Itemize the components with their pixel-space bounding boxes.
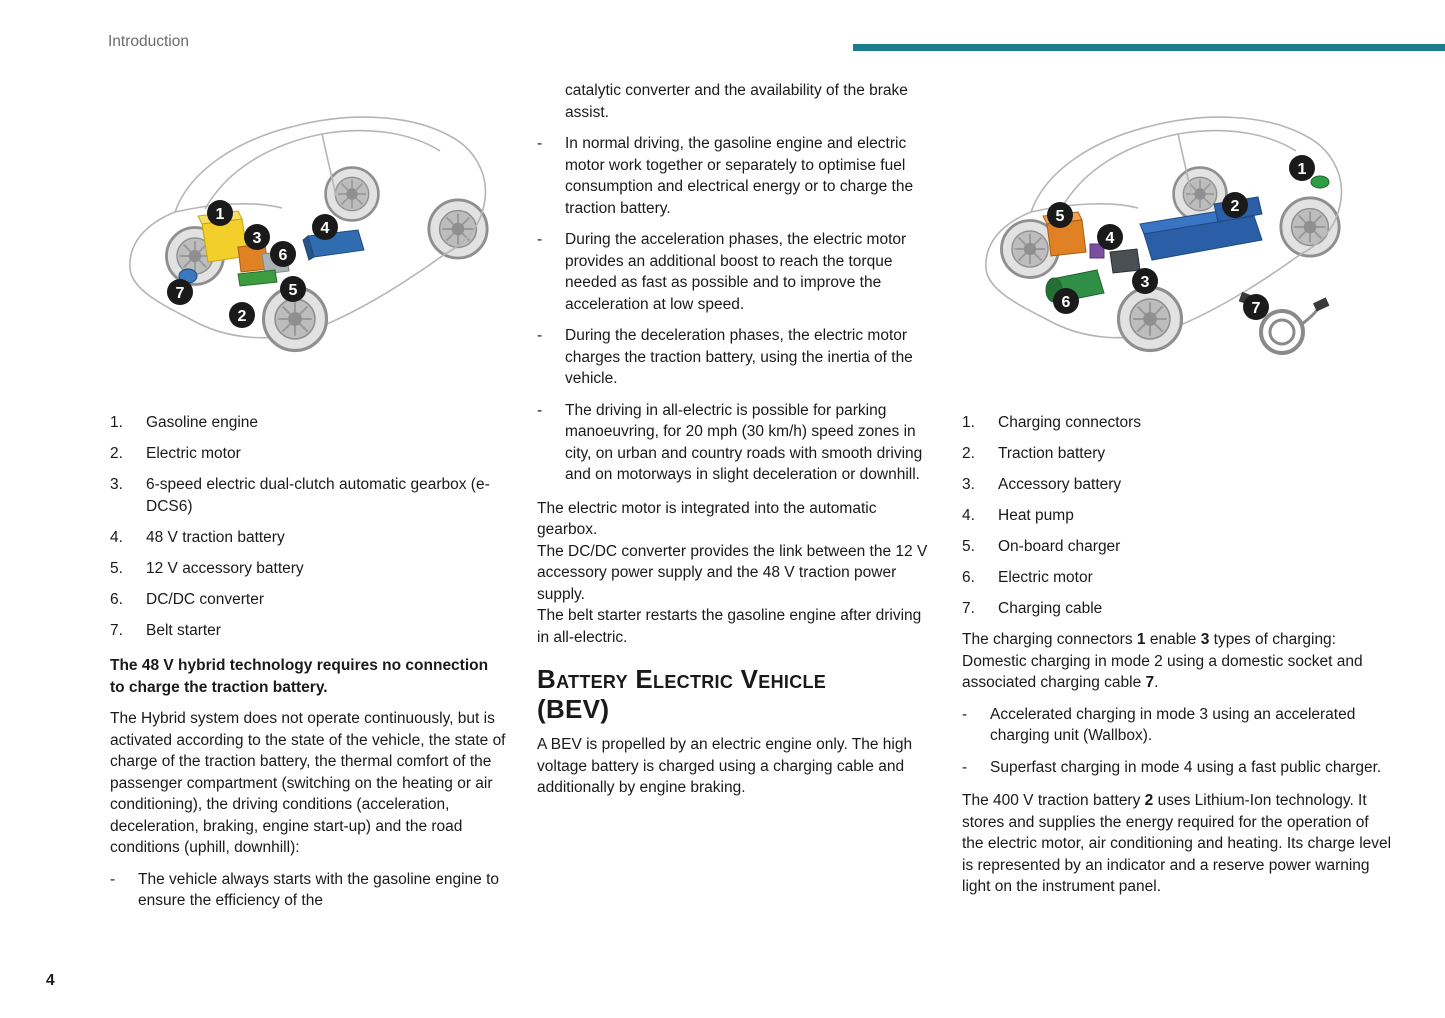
wheel-icon (429, 200, 487, 258)
charging-intro-text: enable (1145, 631, 1201, 648)
bev-section-heading (537, 664, 935, 724)
bullet-dash: - (537, 401, 543, 419)
callout-1-badge (207, 200, 233, 226)
list-item (110, 412, 506, 434)
callout-5-number: 5 (288, 282, 298, 299)
bullet-text: Superfast charging in mode 4 using a fast public charger. (990, 758, 1382, 776)
list-item (110, 527, 506, 549)
bullet-item (537, 400, 935, 486)
callout-3-badge (1132, 268, 1158, 294)
callout-1-number: 1 (215, 206, 225, 223)
bullet-text: The driving in all-electric is possible for parking manoeuvring, for 20 mph (30 km/h) speed zones in city, on urban and country roads with smooth driving and on motorways in slight deceleration or downhill. (565, 401, 923, 483)
traction-battery-text: The 400 V traction battery (962, 792, 1145, 809)
bev-car-illustration (962, 84, 1394, 404)
wheel-icon (1119, 288, 1182, 351)
callout-2-badge (229, 302, 255, 328)
charging-connector-port (1311, 176, 1329, 188)
callout-7-badge (1243, 294, 1269, 320)
list-item-number: 7. (962, 600, 975, 617)
accent-bar (853, 44, 1445, 51)
callout-7-badge (167, 279, 193, 305)
bev-description: A BEV is propelled by an electric engine only. The high voltage battery is charged using a charging cable and additionally by engine braking. (537, 736, 913, 796)
list-item (962, 474, 1394, 496)
bullet-dash: - (962, 705, 968, 723)
hybrid-description: The Hybrid system does not operate continuously, but is activated according to the state of the vehicle, the state of charge of the traction battery, the thermal comfort of the passenger compartment (switching on the heating or air conditioning), the driving conditions (acceleration, deceleration, braking, engine start-up) and the road conditions (uphill, downhill): (110, 710, 506, 856)
domestic-charging-text: Domestic charging in mode 2 using a domestic socket and associated charging cable (962, 652, 1363, 691)
callout-3-badge (244, 224, 270, 250)
list-item-number: 6. (962, 569, 975, 586)
list-item (962, 598, 1394, 620)
callout-1-number: 1 (1297, 161, 1307, 178)
page-number: 4 (46, 972, 55, 989)
right-column (962, 84, 1394, 898)
callout-4-number: 4 (1105, 230, 1115, 247)
list-item (962, 443, 1394, 465)
hybrid-car-illustration (110, 84, 506, 404)
callout-6-badge (1053, 288, 1079, 314)
bullet-text: The vehicle always starts with the gasoline engine to ensure the efficiency of the (138, 870, 500, 909)
bullet-item (110, 869, 506, 912)
list-item-number: 7. (110, 621, 123, 639)
callout-6-number: 6 (278, 247, 288, 264)
callout-5-number: 5 (1055, 208, 1065, 225)
list-item-label: Electric motor (998, 569, 1093, 586)
list-item-number: 2. (962, 445, 975, 462)
hybrid-car-body (130, 117, 487, 350)
domestic-charging-text: . (1154, 674, 1159, 691)
callout-2-number: 2 (237, 308, 247, 325)
bev-heading-line1: Battery Electric Vehicle (537, 664, 827, 694)
list-item-label: Charging cable (998, 600, 1103, 617)
list-item-label: Gasoline engine (146, 414, 259, 431)
list-item-label: DC/DC converter (146, 590, 264, 608)
page-header-introduction: Introduction (108, 33, 189, 50)
bullet-continuation-text: catalytic converter and the availability of the brake assist. (565, 82, 908, 121)
traction-battery-text: uses Lithium-Ion technology. It stores and supplies the energy required for the operation of the electric motor, air conditioning and heating. Its charge level is represented by an indicator and a reserve power warning light on the instrument panel. (962, 792, 1392, 895)
list-item-label: Charging connectors (998, 414, 1142, 431)
bev-heading-line2: (BEV) (537, 694, 610, 724)
list-item-number: 3. (110, 476, 123, 493)
list-item-label: Electric motor (146, 445, 241, 462)
list-item (110, 443, 506, 465)
note-belt-starter: The belt starter restarts the gasoline engine after driving in all-electric. (537, 607, 922, 646)
bullet-text: During the acceleration phases, the electric motor provides an additional boost to reach the torque needed as fast as possible and to improve the acceleration at low speed. (565, 231, 907, 313)
list-item-label: 48 V traction battery (146, 528, 285, 546)
list-item-number: 5. (962, 538, 975, 555)
list-item (110, 589, 506, 611)
callout-3-number: 3 (1140, 274, 1150, 291)
list-item-number: 4. (962, 507, 975, 524)
hybrid-bold-note: The 48 V hybrid technology requires no connection to charge the traction battery. (110, 657, 489, 696)
callout-2-number: 2 (1230, 198, 1240, 215)
list-item-label: 12 V accessory battery (146, 559, 304, 577)
list-item-number: 6. (110, 590, 123, 608)
list-item (110, 620, 506, 642)
callout-5-badge (280, 276, 306, 302)
list-item (962, 536, 1394, 558)
list-item-number: 3. (962, 476, 975, 493)
list-item-number: 2. (110, 445, 123, 462)
bullet-text: Accelerated charging in mode 3 using an accelerated charging unit (Wallbox). (990, 705, 1356, 744)
traction-battery-paragraph (962, 790, 1394, 898)
callout-4-badge (1097, 224, 1123, 250)
list-item-label: Belt starter (146, 621, 221, 639)
charging-intro-ref-3: 3 (1200, 631, 1210, 648)
wheel-icon (326, 168, 379, 221)
bev-components-list (962, 412, 1394, 620)
domestic-charging-ref-7: 7 (1145, 674, 1155, 691)
list-item-label: Accessory battery (998, 476, 1122, 493)
list-item (110, 558, 506, 580)
list-item-number: 1. (962, 414, 975, 431)
note-electric-motor: The electric motor is integrated into the automatic gearbox. (537, 499, 877, 538)
list-item (962, 412, 1394, 434)
bullet-dash: - (537, 231, 543, 248)
callout-6-badge (270, 241, 296, 267)
callout-5-badge (1047, 202, 1073, 228)
callout-4-number: 4 (320, 220, 330, 237)
list-item-number: 5. (110, 559, 123, 577)
charging-intro-ref-1: 1 (1136, 631, 1146, 648)
bullet-dash: - (110, 870, 116, 888)
list-item-label: Traction battery (998, 445, 1106, 462)
bullet-item (537, 229, 935, 315)
bullet-item (537, 133, 935, 219)
list-item-label: On-board charger (998, 538, 1121, 555)
accessory-battery-block (1110, 249, 1140, 273)
green-drive-block (238, 270, 277, 286)
bullet-item (962, 704, 1394, 747)
callout-7-number: 7 (175, 285, 185, 302)
list-item-number: 4. (110, 528, 123, 546)
bullet-text: In normal driving, the gasoline engine and electric motor work together or separately to optimise fuel consumption and electrical energy or to charge the traction battery. (565, 135, 914, 217)
bullet-dash: - (962, 758, 968, 776)
bullet-dash: - (537, 327, 543, 344)
left-column (110, 84, 506, 914)
hybrid-components-list (110, 412, 506, 641)
list-item (110, 474, 506, 517)
middle-column (537, 80, 935, 809)
wheel-icon (1281, 198, 1339, 256)
list-item (962, 567, 1394, 589)
bullet-item (962, 757, 1394, 779)
bullet-item (537, 325, 935, 390)
callout-7-number: 7 (1251, 300, 1261, 317)
charging-intro-paragraph (962, 629, 1394, 651)
list-item-label: 6-speed electric dual-clutch automatic gearbox (e-DCS6) (146, 476, 490, 515)
list-item-label: Heat pump (998, 507, 1074, 524)
callout-2-badge (1222, 192, 1248, 218)
list-item-number: 1. (110, 414, 123, 431)
charging-intro-text: The charging connectors (962, 631, 1137, 648)
callout-4-badge (312, 214, 338, 240)
list-item (962, 505, 1394, 527)
bullet-dash: - (537, 135, 543, 152)
domestic-charging-paragraph (962, 651, 1394, 694)
charging-intro-text: types of charging: (1209, 631, 1336, 648)
callout-6-number: 6 (1061, 294, 1071, 311)
traction-battery-ref-2: 2 (1144, 792, 1154, 809)
bullet-text: During the deceleration phases, the electric motor charges the traction battery, using the inertia of the vehicle. (565, 327, 913, 387)
note-dcdc-converter: The DC/DC converter provides the link between the 12 V accessory power supply and the 48 V traction power supply. (537, 542, 928, 603)
callout-1-badge (1289, 155, 1315, 181)
callout-3-number: 3 (252, 230, 262, 247)
hybrid-notes (537, 498, 935, 649)
